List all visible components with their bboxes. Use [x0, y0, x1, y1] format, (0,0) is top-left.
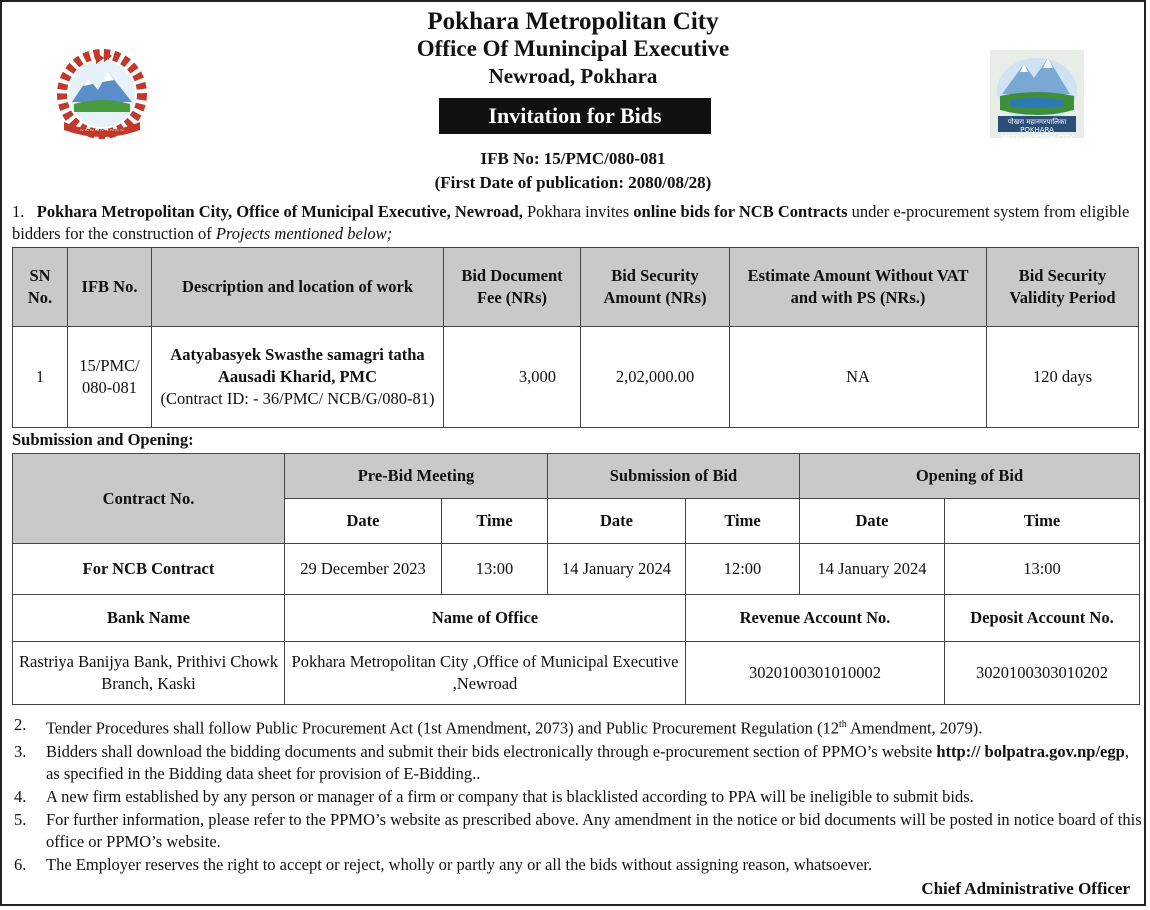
submission-label: Submission and Opening: [12, 430, 194, 449]
th-revenue: Revenue Account No. [686, 595, 945, 642]
note-number: 6. [14, 854, 27, 874]
note-2-text: Tender Procedures shall follow Public Procurement Act (1st Amendment, 2073) and Public Procurement Regulation (12 [46, 718, 839, 738]
th-opening: Opening of Bid [800, 454, 1140, 499]
cell-deposit: 3020100303010202 [945, 642, 1140, 705]
table-row [13, 327, 1139, 428]
th-sn: SN No. [13, 248, 68, 327]
submission-table [12, 453, 1140, 705]
office-title: Office Of Munincipal Executive [416, 36, 730, 61]
th-fee: Bid Document Fee (NRs) [444, 248, 581, 327]
note-3-text-end: , as specified in the Bidding data sheet for provision of E-Bidding.. [46, 741, 1129, 783]
cell-open-time: 13:00 [945, 544, 1140, 595]
cell-validity: 120 days [987, 327, 1139, 428]
th-pre-bid: Pre-Bid Meeting [285, 454, 548, 499]
cell-fee: 3,000 [444, 327, 581, 428]
list-item [14, 786, 1142, 808]
cell-security: 2,02,000.00 [581, 327, 730, 428]
cell-sub-time: 12:00 [686, 544, 800, 595]
cell-revenue: 3020100301010002 [686, 642, 945, 705]
intro-italic: Projects mentioned below; [215, 224, 393, 243]
publication-date: (First Date of publication: 2080/08/28) [434, 173, 712, 192]
note-number: 5. [14, 809, 27, 829]
th-bank-name: Bank Name [13, 595, 285, 642]
th-security: Bid Security Amount (NRs) [581, 248, 730, 327]
cell-pre-time: 13:00 [442, 544, 548, 595]
submission-header-row [13, 454, 1140, 499]
address: Newroad, Pokhara [488, 64, 658, 88]
th-deposit: Deposit Account No. [945, 595, 1140, 642]
table-row [13, 544, 1140, 595]
th-sub-date: Date [548, 499, 686, 544]
th-estimate: Estimate Amount Without VAT and with PS (NRs.) [730, 248, 987, 327]
note-number: 4. [14, 786, 27, 806]
cell-sn: 1 [13, 327, 68, 428]
ppmo-link[interactable]: http:// bolpatra.gov.np/egp [936, 741, 1125, 761]
note-number: 3. [14, 741, 27, 761]
th-pre-date: Date [285, 499, 442, 544]
org-title: Pokhara Metropolitan City [427, 8, 719, 35]
intro-text-1: Pokhara invites [522, 202, 634, 221]
cell-description [152, 327, 444, 428]
right-logo-caption [992, 118, 1082, 142]
list-item [14, 854, 1142, 876]
cell-contract: For NCB Contract [13, 544, 285, 595]
logo-caption-nepali: पोखरा महानगरपालिका [1007, 118, 1067, 126]
th-pre-time: Time [442, 499, 548, 544]
description-contract-id: (Contract ID: - 36/PMC/ NCB/G/080-81) [160, 389, 435, 408]
cell-estimate: NA [730, 327, 987, 428]
works-table [12, 247, 1139, 428]
cell-sub-date: 14 January 2024 [548, 544, 686, 595]
cell-office-name: Pokhara Metropolitan City ,Office of Municipal Executive ,Newroad [285, 642, 686, 705]
intro-bold-bids: online bids for NCB Contracts [633, 202, 848, 221]
th-office-name: Name of Office [285, 595, 686, 642]
ifb-number: IFB No: 15/PMC/080-081 [480, 149, 666, 168]
intro-number: 1. [12, 202, 25, 221]
th-open-time: Time [945, 499, 1140, 544]
intro-bold-org: Pokhara Metropolitan City, Office of Municipal Executive, Newroad, [36, 202, 523, 221]
note-number: 2. [14, 715, 27, 734]
note-2-text-end: Amendment, 2079). [846, 718, 983, 738]
th-sub-time: Time [686, 499, 800, 544]
note-6-text: The Employer reserves the right to accept or reject, wholly or partly any or all the bids without assigning reason, whatsoever. [46, 854, 873, 874]
signature: Chief Administrative Officer [921, 879, 1130, 898]
list-item [14, 741, 1142, 785]
note-3-text: Bidders shall download the bidding documents and submit their bids electronically through e-procurement section of PPMO’s website [46, 741, 937, 761]
cell-pre-date: 29 December 2023 [285, 544, 442, 595]
description-title: Aatyabasyek Swasthe samagri tatha Aausadi Kharid, PMC [170, 345, 425, 386]
note-5-text: For further information, please refer to the PPMO’s website as prescribed above. Any amendment in the notice or bid documents will be posted in notice board of this office or PPMO’s website. [46, 809, 1142, 851]
works-header-row [13, 248, 1139, 327]
cell-bank-name: Rastriya Banijya Bank, Prithivi Chowk Branch, Kaski [13, 642, 285, 705]
table-row [13, 642, 1140, 705]
th-ifb: IFB No. [68, 248, 152, 327]
th-validity: Bid Security Validity Period [987, 248, 1139, 327]
notes-list [14, 714, 1142, 877]
th-open-date: Date [800, 499, 945, 544]
logo-caption-english: POKHARA METROPOLITAN CITY [1000, 126, 1074, 142]
bank-header-row [13, 595, 1140, 642]
intro-text-2: under e-procurement system from eligible bidders for the construction of [12, 202, 1130, 243]
note-2-sup: th [838, 719, 847, 730]
invitation-banner: Invitation for Bids [439, 98, 711, 134]
th-description: Description and location of work [152, 248, 444, 327]
intro-paragraph [12, 201, 1138, 245]
list-item [14, 714, 1142, 740]
note-4-text: A new firm established by any person or manager of a firm or company that is blacklisted according to PPA will be ineligible to submit bids. [46, 786, 974, 806]
svg-text:~~~~~~~~~: ~~~~~~~~~ [79, 127, 125, 134]
list-item [14, 809, 1142, 853]
cell-ifb: 15/PMC/ 080-081 [68, 327, 152, 428]
cell-open-date: 14 January 2024 [800, 544, 945, 595]
th-submission: Submission of Bid [548, 454, 800, 499]
th-contract-no: Contract No. [13, 454, 285, 544]
